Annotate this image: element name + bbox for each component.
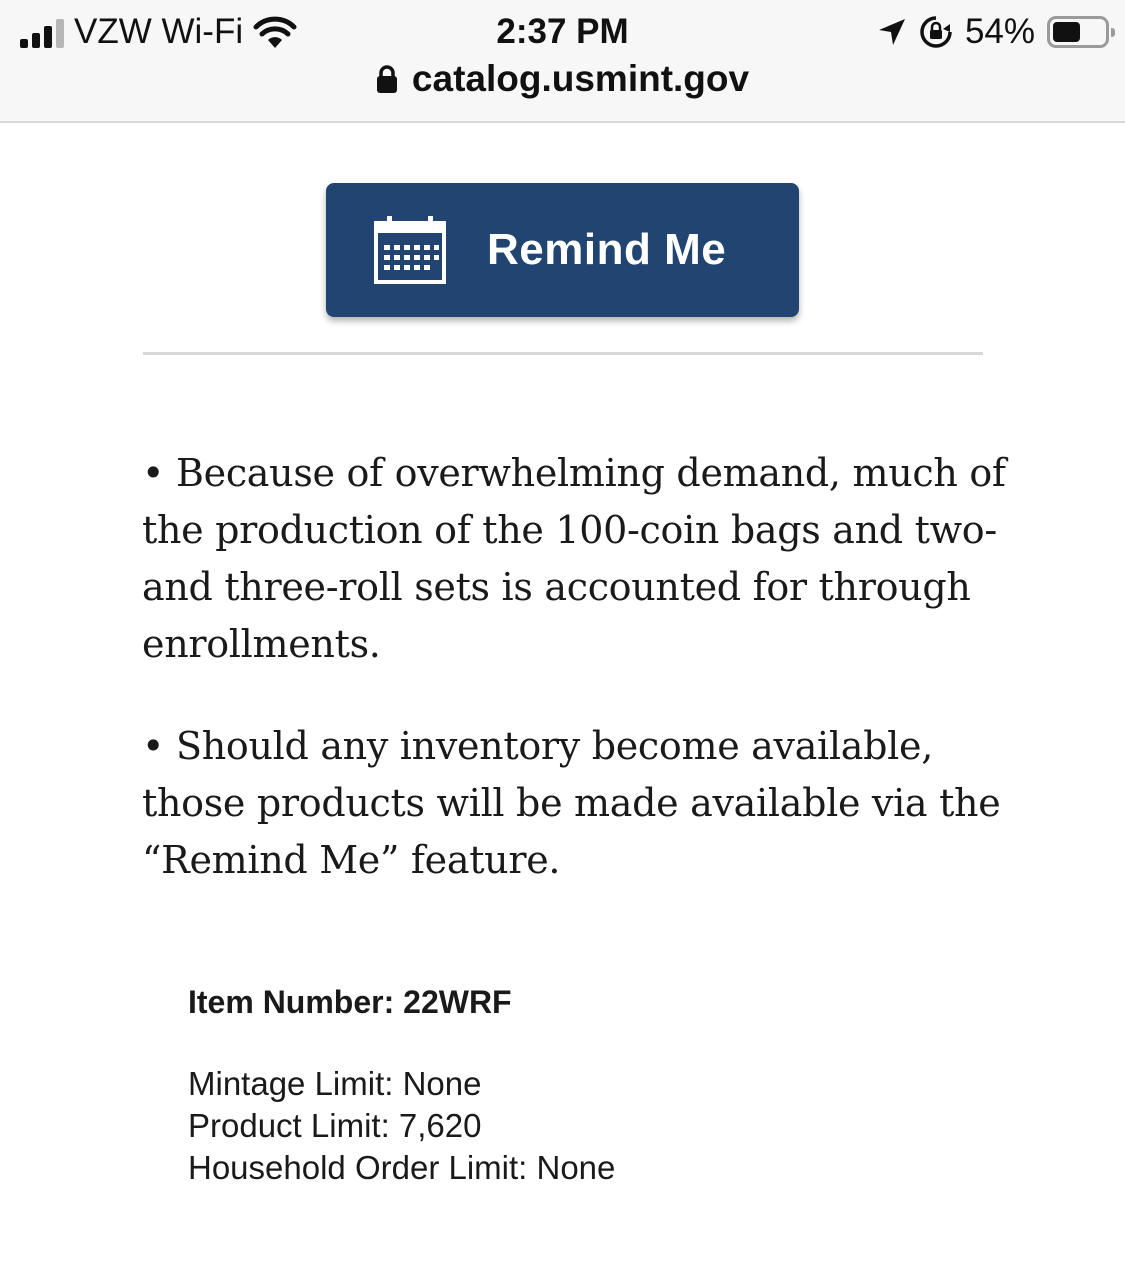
status-right	[877, 10, 1109, 54]
browser-status-bar	[0, 0, 1125, 123]
location-arrow-icon	[877, 17, 907, 47]
limits-list	[188, 1063, 988, 1189]
product-details	[188, 980, 988, 1189]
battery-percent: 54%	[964, 12, 1035, 51]
notice-text: Should any inventory become available, those products will be made available via the “Remind Me” feature.	[142, 724, 1001, 882]
url-text: catalog.usmint.gov	[411, 58, 750, 99]
lock-icon	[376, 64, 398, 94]
battery-icon	[1047, 16, 1109, 48]
rotation-lock-icon	[919, 15, 953, 49]
address-bar[interactable]	[0, 56, 1125, 102]
notice-list	[142, 445, 1022, 889]
item-number: Item Number: 22WRF	[188, 984, 512, 1020]
clock: 2:37 PM	[496, 12, 629, 51]
bullet-icon: •	[142, 724, 165, 768]
notice-item	[142, 445, 1022, 673]
notice-item	[142, 718, 1022, 889]
battery-level	[1053, 22, 1080, 42]
carrier-label: VZW Wi-Fi	[74, 12, 244, 51]
notice-text: Because of overwhelming demand, much of the production of the 100-coin bags and two- and three-roll sets is accounted for through enrollments.	[142, 451, 1006, 666]
section-divider	[143, 352, 983, 355]
remind-me-button[interactable]	[326, 183, 799, 317]
calendar-icon	[373, 215, 447, 285]
remind-me-label: Remind Me	[487, 225, 727, 274]
household-order-limit: Household Order Limit: None	[188, 1149, 616, 1186]
bullet-icon: •	[142, 451, 165, 495]
mintage-limit: Mintage Limit: None	[188, 1065, 482, 1102]
product-limit: Product Limit: 7,620	[188, 1107, 482, 1144]
